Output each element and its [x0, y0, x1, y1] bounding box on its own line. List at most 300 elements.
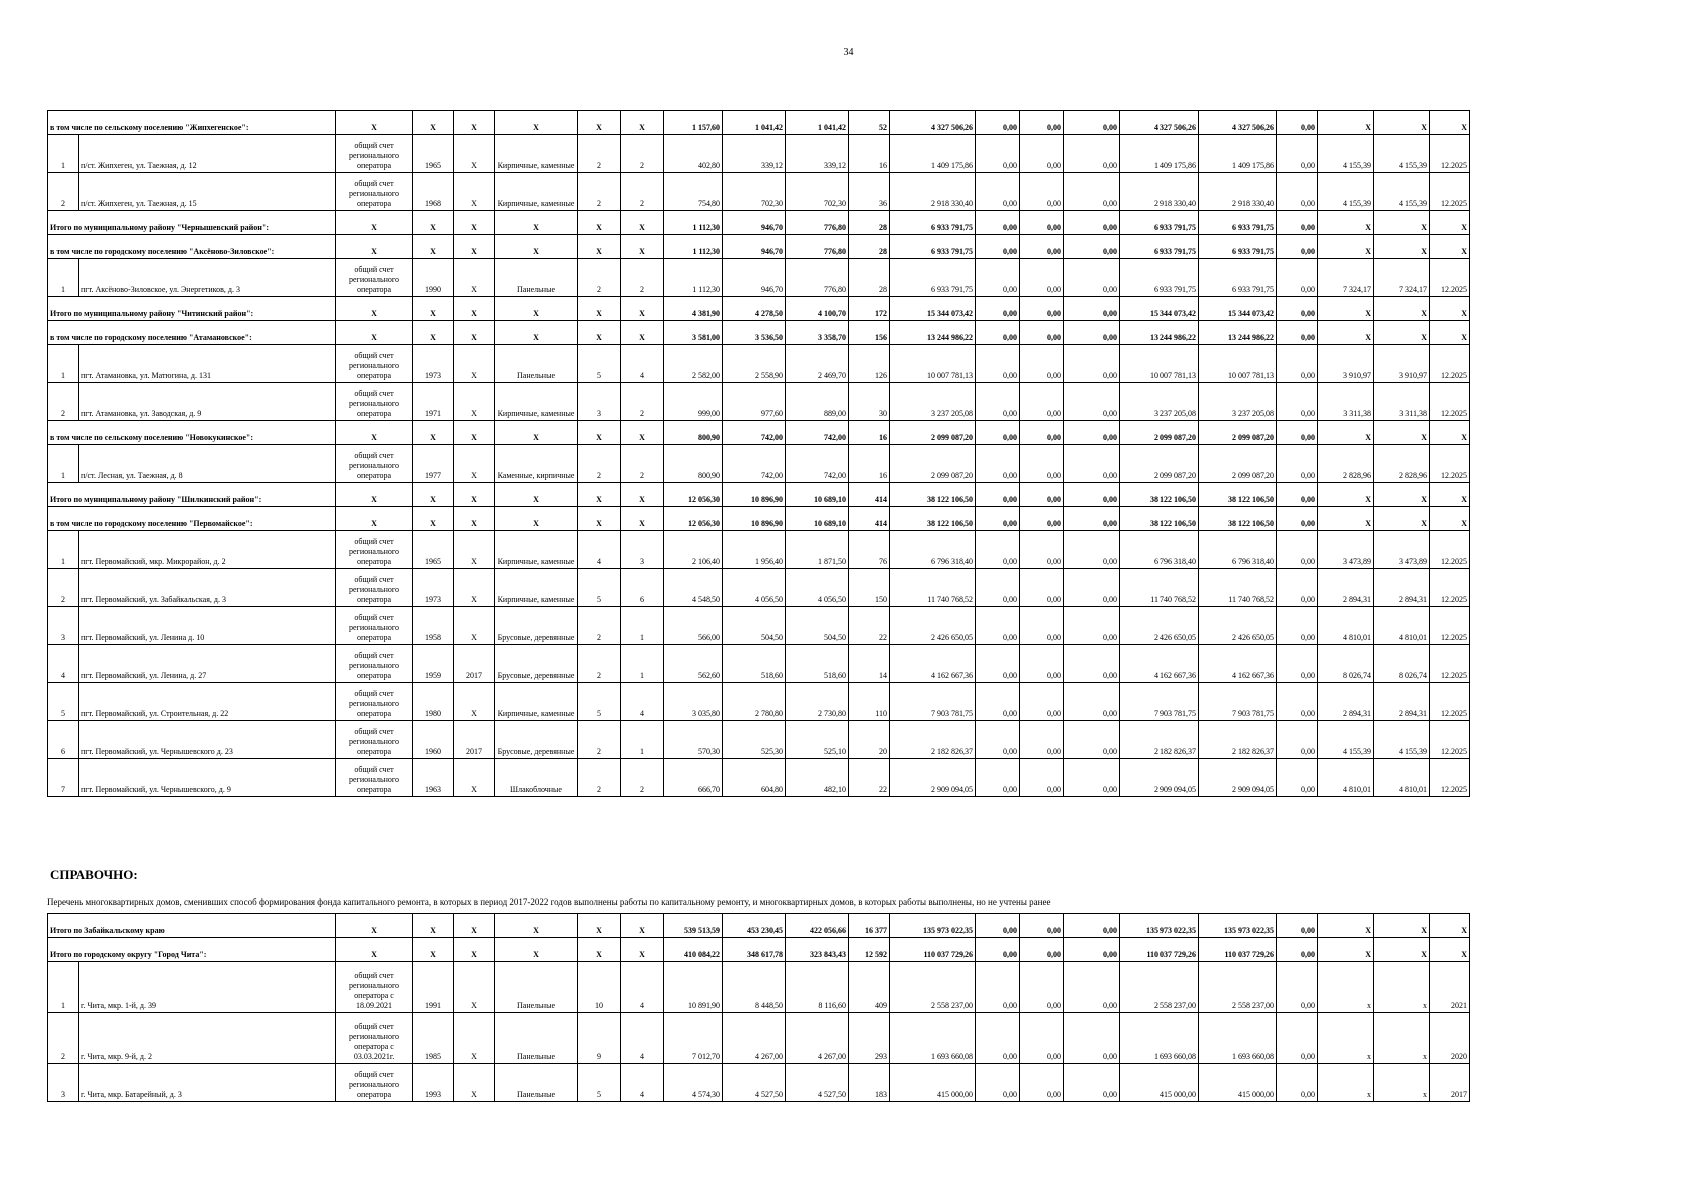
cost-regional: 0,00: [1020, 507, 1064, 531]
residential-area: 4 267,00: [786, 1013, 849, 1064]
living-area: 10 896,90: [723, 483, 786, 507]
cost-regional: 0,00: [1020, 135, 1064, 173]
reconstruction-year: X: [454, 759, 495, 797]
floors: 4: [578, 531, 621, 569]
cost-owners: 10 007 781,13: [1120, 345, 1199, 383]
max-unit-cost: X: [1374, 297, 1430, 321]
wall-material: Панельные: [495, 962, 578, 1013]
residents: 172: [849, 297, 890, 321]
residents: 22: [849, 607, 890, 645]
wall-material: Шлакоблочные: [495, 759, 578, 797]
cost-total-owners: 6 933 791,75: [1199, 211, 1277, 235]
residential-area: 8 116,60: [786, 962, 849, 1013]
max-unit-cost: 2 828,96: [1374, 445, 1430, 483]
residential-area: 339,12: [786, 135, 849, 173]
entrances: X: [621, 321, 664, 345]
row-number: 7: [48, 759, 79, 797]
unit-cost: 7 324,17: [1318, 259, 1374, 297]
reconstruction-year: X: [454, 683, 495, 721]
wall-material: X: [495, 297, 578, 321]
wall-material: Кирпичные, каменные: [495, 569, 578, 607]
cost-regional: 0,00: [1020, 569, 1064, 607]
wall-material: X: [495, 211, 578, 235]
fund-method: общий счет регионального оператора: [336, 383, 413, 421]
entrances: X: [621, 111, 664, 135]
total-cost: 1 409 175,86: [890, 135, 976, 173]
cost-total-owners: 1 409 175,86: [1199, 135, 1277, 173]
reconstruction-year: X: [454, 531, 495, 569]
deadline: X: [1430, 507, 1470, 531]
living-area: 10 896,90: [723, 507, 786, 531]
cost-total-owners: 2 909 094,05: [1199, 759, 1277, 797]
residential-area: 10 689,10: [786, 483, 849, 507]
cost-owners: 13 244 986,22: [1120, 321, 1199, 345]
cost-other: 0,00: [1277, 938, 1318, 962]
total-cost: 135 973 022,35: [890, 914, 976, 938]
max-unit-cost: 7 324,17: [1374, 259, 1430, 297]
fund-method: X: [336, 211, 413, 235]
cost-regional: 0,00: [1020, 235, 1064, 259]
residents: 16: [849, 135, 890, 173]
cost-regional: 0,00: [1020, 721, 1064, 759]
total-cost: 15 344 073,42: [890, 297, 976, 321]
total-area: 1 112,30: [664, 259, 723, 297]
living-area: 702,30: [723, 173, 786, 211]
cost-federal: 0,00: [976, 321, 1020, 345]
cost-total-owners: 15 344 073,42: [1199, 297, 1277, 321]
address: п/ст. Жипхеген, ул. Таежная, д. 12: [79, 135, 336, 173]
fund-method: общий счет регионального оператора: [336, 569, 413, 607]
living-area: 2 780,80: [723, 683, 786, 721]
living-area: 4 267,00: [723, 1013, 786, 1064]
entrances: X: [621, 211, 664, 235]
subtotal-row: [48, 111, 1470, 135]
build-year: X: [413, 507, 454, 531]
cost-other: 0,00: [1277, 607, 1318, 645]
max-unit-cost: 4 810,01: [1374, 759, 1430, 797]
reconstruction-year: X: [454, 345, 495, 383]
cost-total-owners: 10 007 781,13: [1199, 345, 1277, 383]
cost-total-owners: 6 796 318,40: [1199, 531, 1277, 569]
max-unit-cost: x: [1374, 1064, 1430, 1102]
cost-owners: 4 162 667,36: [1120, 645, 1199, 683]
reconstruction-year: X: [454, 507, 495, 531]
wall-material: X: [495, 421, 578, 445]
cost-other: 0,00: [1277, 445, 1318, 483]
cost-other: 0,00: [1277, 173, 1318, 211]
row-number: 1: [48, 345, 79, 383]
subtotal-row: [48, 507, 1470, 531]
cost-total-owners: 135 973 022,35: [1199, 914, 1277, 938]
max-unit-cost: 2 894,31: [1374, 569, 1430, 607]
table-row: [48, 345, 1470, 383]
unit-cost: x: [1318, 1064, 1374, 1102]
unit-cost: 4 810,01: [1318, 759, 1374, 797]
deadline: 12.2025: [1430, 383, 1470, 421]
cost-other: 0,00: [1277, 111, 1318, 135]
residents: 409: [849, 962, 890, 1013]
cost-federal: 0,00: [976, 507, 1020, 531]
cost-owners: 1 693 660,08: [1120, 1013, 1199, 1064]
reconstruction-year: X: [454, 569, 495, 607]
cost-other: 0,00: [1277, 259, 1318, 297]
unit-cost: X: [1318, 483, 1374, 507]
wall-material: Брусовые, деревянные: [495, 721, 578, 759]
reconstruction-year: X: [454, 135, 495, 173]
cost-owners: 38 122 106,50: [1120, 483, 1199, 507]
entrances: 2: [621, 173, 664, 211]
cost-other: 0,00: [1277, 962, 1318, 1013]
floors: X: [578, 938, 621, 962]
table-row: [48, 445, 1470, 483]
table-row: [48, 383, 1470, 421]
build-year: 1990: [413, 259, 454, 297]
residents: 28: [849, 259, 890, 297]
wall-material: X: [495, 914, 578, 938]
residents: 110: [849, 683, 890, 721]
cost-regional: 0,00: [1020, 211, 1064, 235]
cost-municipal: 0,00: [1064, 321, 1120, 345]
total-area: 4 381,90: [664, 297, 723, 321]
cost-municipal: 0,00: [1064, 759, 1120, 797]
residents: 414: [849, 507, 890, 531]
total-cost: 415 000,00: [890, 1064, 976, 1102]
total-area: 1 112,30: [664, 211, 723, 235]
unit-cost: X: [1318, 211, 1374, 235]
total-cost: 2 918 330,40: [890, 173, 976, 211]
cost-federal: 0,00: [976, 259, 1020, 297]
cost-municipal: 0,00: [1064, 173, 1120, 211]
subtotal-row: [48, 211, 1470, 235]
build-year: X: [413, 297, 454, 321]
floors: 2: [578, 259, 621, 297]
cost-regional: 0,00: [1020, 345, 1064, 383]
entrances: 4: [621, 683, 664, 721]
total-area: 754,80: [664, 173, 723, 211]
cost-regional: 0,00: [1020, 173, 1064, 211]
address: пгт. Первомайский, мкр. Микрорайон, д. 2: [79, 531, 336, 569]
max-unit-cost: 8 026,74: [1374, 645, 1430, 683]
fund-method: X: [336, 421, 413, 445]
residential-area: 4 100,70: [786, 297, 849, 321]
row-number: 1: [48, 445, 79, 483]
table-row: [48, 1013, 1470, 1064]
deadline: 12.2025: [1430, 607, 1470, 645]
living-area: 518,60: [723, 645, 786, 683]
subtotal-row: [48, 914, 1470, 938]
cost-regional: 0,00: [1020, 297, 1064, 321]
subtotal-label: Итого по муниципальному району "Шилкинский район":: [48, 483, 336, 507]
residents: 76: [849, 531, 890, 569]
cost-municipal: 0,00: [1064, 445, 1120, 483]
max-unit-cost: 3 910,97: [1374, 345, 1430, 383]
subtotal-label: в том числе по сельскому поселению "Жипхегенское":: [48, 111, 336, 135]
total-cost: 38 122 106,50: [890, 507, 976, 531]
total-area: 666,70: [664, 759, 723, 797]
cost-municipal: 0,00: [1064, 483, 1120, 507]
total-cost: 2 099 087,20: [890, 445, 976, 483]
subtotal-row: [48, 421, 1470, 445]
residents: 28: [849, 235, 890, 259]
total-area: 800,90: [664, 421, 723, 445]
total-cost: 4 327 506,26: [890, 111, 976, 135]
cost-federal: 0,00: [976, 569, 1020, 607]
floors: X: [578, 507, 621, 531]
floors: 9: [578, 1013, 621, 1064]
residents: 22: [849, 759, 890, 797]
build-year: 1991: [413, 962, 454, 1013]
cost-total-owners: 4 162 667,36: [1199, 645, 1277, 683]
total-cost: 7 903 781,75: [890, 683, 976, 721]
cost-municipal: 0,00: [1064, 938, 1120, 962]
cost-other: 0,00: [1277, 1013, 1318, 1064]
floors: 5: [578, 345, 621, 383]
reconstruction-year: X: [454, 445, 495, 483]
cost-regional: 0,00: [1020, 421, 1064, 445]
living-area: 453 230,45: [723, 914, 786, 938]
cost-regional: 0,00: [1020, 962, 1064, 1013]
cost-regional: 0,00: [1020, 938, 1064, 962]
address: п/ст. Жипхеген, ул. Таежная, д. 15: [79, 173, 336, 211]
cost-other: 0,00: [1277, 235, 1318, 259]
cost-federal: 0,00: [976, 962, 1020, 1013]
residents: 150: [849, 569, 890, 607]
floors: 3: [578, 383, 621, 421]
max-unit-cost: 4 810,01: [1374, 607, 1430, 645]
cost-total-owners: 11 740 768,52: [1199, 569, 1277, 607]
total-area: 999,00: [664, 383, 723, 421]
subtotal-label: в том числе по городскому поселению "Аксёново-Зиловское":: [48, 235, 336, 259]
address: пгт. Первомайский, ул. Строительная, д. 22: [79, 683, 336, 721]
unit-cost: 2 828,96: [1318, 445, 1374, 483]
build-year: 1965: [413, 135, 454, 173]
max-unit-cost: 3 311,38: [1374, 383, 1430, 421]
max-unit-cost: X: [1374, 914, 1430, 938]
max-unit-cost: X: [1374, 483, 1430, 507]
cost-regional: 0,00: [1020, 914, 1064, 938]
row-number: 2: [48, 383, 79, 421]
residential-area: 4 527,50: [786, 1064, 849, 1102]
residents: 14: [849, 645, 890, 683]
cost-total-owners: 2 099 087,20: [1199, 421, 1277, 445]
cost-total-owners: 7 903 781,75: [1199, 683, 1277, 721]
floors: X: [578, 321, 621, 345]
entrances: X: [621, 297, 664, 321]
total-area: 7 012,70: [664, 1013, 723, 1064]
cost-federal: 0,00: [976, 1064, 1020, 1102]
reconstruction-year: X: [454, 235, 495, 259]
wall-material: Панельные: [495, 345, 578, 383]
reconstruction-year: X: [454, 421, 495, 445]
cost-total-owners: 415 000,00: [1199, 1064, 1277, 1102]
total-cost: 110 037 729,26: [890, 938, 976, 962]
subtotal-label: Итого по муниципальному району "Читинский район":: [48, 297, 336, 321]
deadline: X: [1430, 938, 1470, 962]
cost-other: 0,00: [1277, 383, 1318, 421]
cost-regional: 0,00: [1020, 531, 1064, 569]
cost-owners: 2 918 330,40: [1120, 173, 1199, 211]
cost-owners: 415 000,00: [1120, 1064, 1199, 1102]
reconstruction-year: X: [454, 962, 495, 1013]
deadline: X: [1430, 111, 1470, 135]
living-area: 339,12: [723, 135, 786, 173]
floors: 5: [578, 683, 621, 721]
cost-owners: 135 973 022,35: [1120, 914, 1199, 938]
cost-federal: 0,00: [976, 645, 1020, 683]
total-cost: 6 933 791,75: [890, 235, 976, 259]
deadline: 12.2025: [1430, 445, 1470, 483]
entrances: 4: [621, 345, 664, 383]
total-area: 12 056,30: [664, 507, 723, 531]
entrances: X: [621, 914, 664, 938]
subtotal-row: [48, 321, 1470, 345]
residential-area: 422 056,66: [786, 914, 849, 938]
residential-area: 518,60: [786, 645, 849, 683]
cost-total-owners: 2 558 237,00: [1199, 962, 1277, 1013]
reconstruction-year: X: [454, 1064, 495, 1102]
reconstruction-year: X: [454, 321, 495, 345]
floors: 2: [578, 759, 621, 797]
living-area: 742,00: [723, 421, 786, 445]
entrances: X: [621, 938, 664, 962]
wall-material: Брусовые, деревянные: [495, 607, 578, 645]
deadline: 12.2025: [1430, 135, 1470, 173]
cost-owners: 2 099 087,20: [1120, 421, 1199, 445]
entrances: 2: [621, 259, 664, 297]
subtotal-row: [48, 235, 1470, 259]
max-unit-cost: X: [1374, 507, 1430, 531]
cost-federal: 0,00: [976, 721, 1020, 759]
subtotal-label: в том числе по сельскому поселению "Новокукинское":: [48, 421, 336, 445]
cost-other: 0,00: [1277, 483, 1318, 507]
fund-method: X: [336, 914, 413, 938]
entrances: 2: [621, 445, 664, 483]
address: пгт. Первомайский, ул. Забайкальская, д. 3: [79, 569, 336, 607]
cost-regional: 0,00: [1020, 111, 1064, 135]
total-cost: 2 099 087,20: [890, 421, 976, 445]
build-year: 1971: [413, 383, 454, 421]
residents: 414: [849, 483, 890, 507]
cost-total-owners: 2 426 650,05: [1199, 607, 1277, 645]
deadline: 12.2025: [1430, 683, 1470, 721]
living-area: 1 041,42: [723, 111, 786, 135]
build-year: 1959: [413, 645, 454, 683]
max-unit-cost: X: [1374, 111, 1430, 135]
cost-other: 0,00: [1277, 914, 1318, 938]
build-year: 1973: [413, 345, 454, 383]
entrances: 4: [621, 962, 664, 1013]
fund-method: X: [336, 111, 413, 135]
address: п/ст. Лесная, ул. Таежная, д. 8: [79, 445, 336, 483]
residential-area: 1 041,42: [786, 111, 849, 135]
max-unit-cost: X: [1374, 321, 1430, 345]
cost-municipal: 0,00: [1064, 683, 1120, 721]
deadline: 12.2025: [1430, 759, 1470, 797]
wall-material: Кирпичные, каменные: [495, 383, 578, 421]
deadline: 2021: [1430, 962, 1470, 1013]
max-unit-cost: 2 894,31: [1374, 683, 1430, 721]
build-year: X: [413, 211, 454, 235]
table-row: [48, 259, 1470, 297]
cost-regional: 0,00: [1020, 383, 1064, 421]
subtotal-row: [48, 938, 1470, 962]
floors: 2: [578, 645, 621, 683]
cost-regional: 0,00: [1020, 683, 1064, 721]
table-row: [48, 135, 1470, 173]
floors: 5: [578, 569, 621, 607]
residential-area: 504,50: [786, 607, 849, 645]
fund-method: общий счет регионального оператора: [336, 759, 413, 797]
residents: 126: [849, 345, 890, 383]
entrances: 2: [621, 135, 664, 173]
living-area: 8 448,50: [723, 962, 786, 1013]
max-unit-cost: 4 155,39: [1374, 721, 1430, 759]
fund-method: общий счет регионального оператора: [336, 173, 413, 211]
unit-cost: 4 810,01: [1318, 607, 1374, 645]
reconstruction-year: X: [454, 1013, 495, 1064]
residential-area: 702,30: [786, 173, 849, 211]
cost-other: 0,00: [1277, 1064, 1318, 1102]
wall-material: Каменные, кирпичные: [495, 445, 578, 483]
max-unit-cost: x: [1374, 1013, 1430, 1064]
living-area: 946,70: [723, 211, 786, 235]
page-number: 34: [843, 47, 854, 58]
floors: 2: [578, 607, 621, 645]
entrances: 1: [621, 607, 664, 645]
cost-federal: 0,00: [976, 1013, 1020, 1064]
floors: 2: [578, 445, 621, 483]
deadline: X: [1430, 421, 1470, 445]
cost-municipal: 0,00: [1064, 1013, 1120, 1064]
build-year: 1968: [413, 173, 454, 211]
address: пгт. Первомайский, ул. Чернышевского, д. 9: [79, 759, 336, 797]
total-cost: 2 909 094,05: [890, 759, 976, 797]
cost-other: 0,00: [1277, 683, 1318, 721]
entrances: 4: [621, 1064, 664, 1102]
total-area: 12 056,30: [664, 483, 723, 507]
floors: 5: [578, 1064, 621, 1102]
cost-owners: 2 426 650,05: [1120, 607, 1199, 645]
fund-method: общий счет регионального оператора: [336, 445, 413, 483]
cost-regional: 0,00: [1020, 607, 1064, 645]
unit-cost: X: [1318, 938, 1374, 962]
cost-total-owners: 110 037 729,26: [1199, 938, 1277, 962]
cost-other: 0,00: [1277, 721, 1318, 759]
reconstruction-year: X: [454, 607, 495, 645]
living-area: 2 558,90: [723, 345, 786, 383]
total-area: 1 157,60: [664, 111, 723, 135]
build-year: 1973: [413, 569, 454, 607]
floors: X: [578, 483, 621, 507]
cost-owners: 110 037 729,26: [1120, 938, 1199, 962]
entrances: X: [621, 507, 664, 531]
fund-method: общий счет регионального оператора: [336, 645, 413, 683]
residential-area: 525,10: [786, 721, 849, 759]
cost-municipal: 0,00: [1064, 962, 1120, 1013]
deadline: 2017: [1430, 1064, 1470, 1102]
living-area: 3 536,50: [723, 321, 786, 345]
address: г. Чита, мкр. 1-й, д. 39: [79, 962, 336, 1013]
total-area: 570,30: [664, 721, 723, 759]
deadline: 12.2025: [1430, 645, 1470, 683]
cost-owners: 2 099 087,20: [1120, 445, 1199, 483]
reconstruction-year: X: [454, 211, 495, 235]
unit-cost: X: [1318, 111, 1374, 135]
deadline: 12.2025: [1430, 345, 1470, 383]
cost-federal: 0,00: [976, 938, 1020, 962]
cost-federal: 0,00: [976, 531, 1020, 569]
address: пгт. Атамановка, ул. Матюгина, д. 131: [79, 345, 336, 383]
